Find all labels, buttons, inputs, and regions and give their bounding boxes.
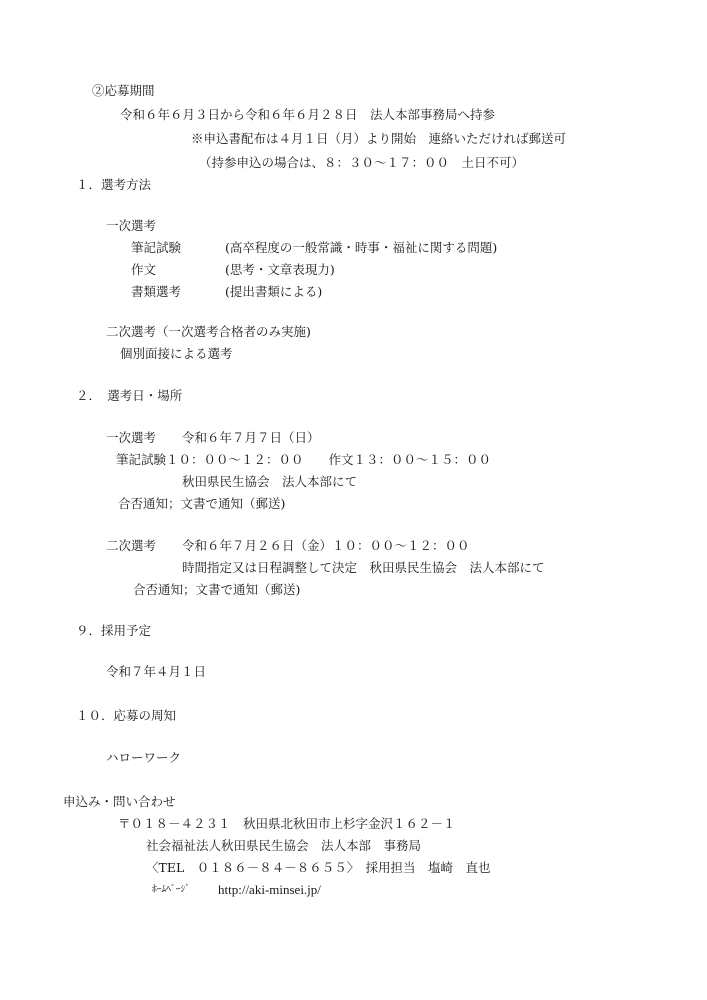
- second-selection-heading: 二次選考（一次選考合格者のみ実施): [106, 324, 311, 339]
- essay-desc: (思考・文章表現力): [225, 262, 335, 277]
- schedule-heading: ２． 選考日・場所: [76, 388, 183, 403]
- application-period-dates: 令和６年６月３日から令和６年６月２８日 法人本部事務局へ持参: [120, 107, 496, 122]
- second-selection-place: 時間指定又は日程調整して決定 秋田県民生協会 法人本部にて: [182, 560, 545, 575]
- contact-address: 〒０１８－４２３１ 秋田県北秋田市上杉字金沢１６２－１: [118, 816, 456, 831]
- homepage-link[interactable]: http://aki-minsei.jp/: [218, 882, 321, 897]
- first-selection-times: 筆記試験１０：００～１２：００ 作文１３：００～１５：００: [116, 452, 492, 467]
- written-exam-label: 筆記試験: [131, 240, 182, 255]
- second-selection-date: 令和６年７月２６日（金）１０：００～１２：００: [182, 538, 470, 553]
- first-selection-place: 秋田県民生協会 法人本部にて: [182, 474, 358, 489]
- second-selection-detail: 個別面接による選考: [120, 346, 233, 361]
- application-period-heading: ②応募期間: [92, 83, 155, 98]
- written-exam-desc: (高卒程度の一般常識・時事・福祉に関する問題): [225, 240, 498, 255]
- document-screening-desc: (提出書類による): [225, 284, 323, 299]
- document-screening-label: 書類選考: [131, 284, 182, 299]
- contact-heading: 申込み・問い合わせ: [63, 794, 176, 809]
- homepage-label: ﾎｰﾑﾍﾟｰｼﾞ: [152, 884, 191, 895]
- first-selection-label: 一次選考: [106, 430, 157, 445]
- application-form-note: ※申込書配布は４月１日（月）より開始 連絡いただければ郵送可: [191, 131, 567, 146]
- contact-organization: 社会福祉法人秋田県民生協会 法人本部 事務局: [146, 838, 422, 853]
- submission-hours-note: （持参申込の場合は、８：３０～１７：００ 土日不可）: [199, 155, 525, 170]
- essay-label: 作文: [131, 262, 157, 277]
- second-selection-label: 二次選考: [106, 538, 157, 553]
- announcement-channel: ハローワーク: [106, 750, 182, 765]
- first-selection-heading: 一次選考: [106, 218, 157, 233]
- hiring-heading: ９．採用予定: [76, 623, 152, 638]
- first-selection-notice: 合否通知；文書で通知（郵送): [118, 496, 286, 511]
- announcement-heading: １０．応募の周知: [76, 708, 177, 723]
- hiring-date: 令和７年４月１日: [106, 664, 207, 679]
- second-selection-notice: 合否通知；文書で通知（郵送): [133, 582, 301, 597]
- selection-method-heading: １．選考方法: [76, 177, 152, 192]
- first-selection-date: 令和６年７月７日（日）: [182, 430, 320, 445]
- contact-tel: 〈TEL ０１８６－８４－８６５５〉 採用担当 塩崎 直也: [146, 860, 491, 875]
